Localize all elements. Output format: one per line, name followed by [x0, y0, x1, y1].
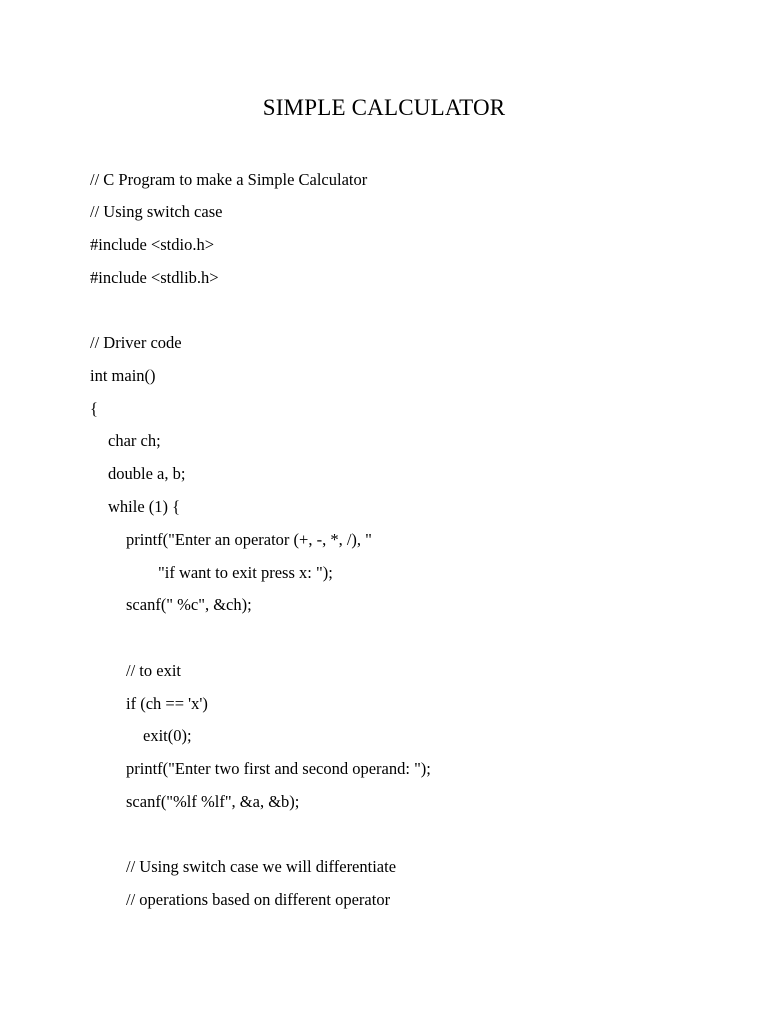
- code-line: while (1) {: [108, 497, 181, 516]
- code-line: int main(): [90, 366, 156, 385]
- code-line: // C Program to make a Simple Calculator: [90, 170, 368, 189]
- code-line: // to exit: [126, 661, 181, 680]
- code-line: double a, b;: [108, 464, 186, 483]
- code-line: // operations based on different operator: [126, 890, 391, 909]
- code-line: exit(0);: [143, 726, 192, 745]
- code-line: if (ch == 'x'): [126, 694, 208, 713]
- code-line: // Using switch case we will differentiate: [126, 857, 397, 876]
- code-line: // Driver code: [90, 333, 182, 352]
- code-line: // Using switch case: [90, 202, 223, 221]
- code-line: printf("Enter an operator (+, -, *, /), ": [126, 530, 372, 549]
- code-line: scanf(" %c", &ch);: [126, 595, 252, 614]
- code-line: #include <stdio.h>: [90, 235, 215, 254]
- code-line: {: [90, 399, 98, 418]
- document-title: SIMPLE CALCULATOR: [262, 95, 506, 120]
- code-line: printf("Enter two first and second operand: ");: [126, 759, 431, 778]
- code-line: char ch;: [108, 431, 161, 450]
- code-line: scanf("%lf %lf", &a, &b);: [126, 792, 300, 811]
- code-line: #include <stdlib.h>: [90, 268, 219, 287]
- code-line: "if want to exit press x: ");: [158, 563, 333, 582]
